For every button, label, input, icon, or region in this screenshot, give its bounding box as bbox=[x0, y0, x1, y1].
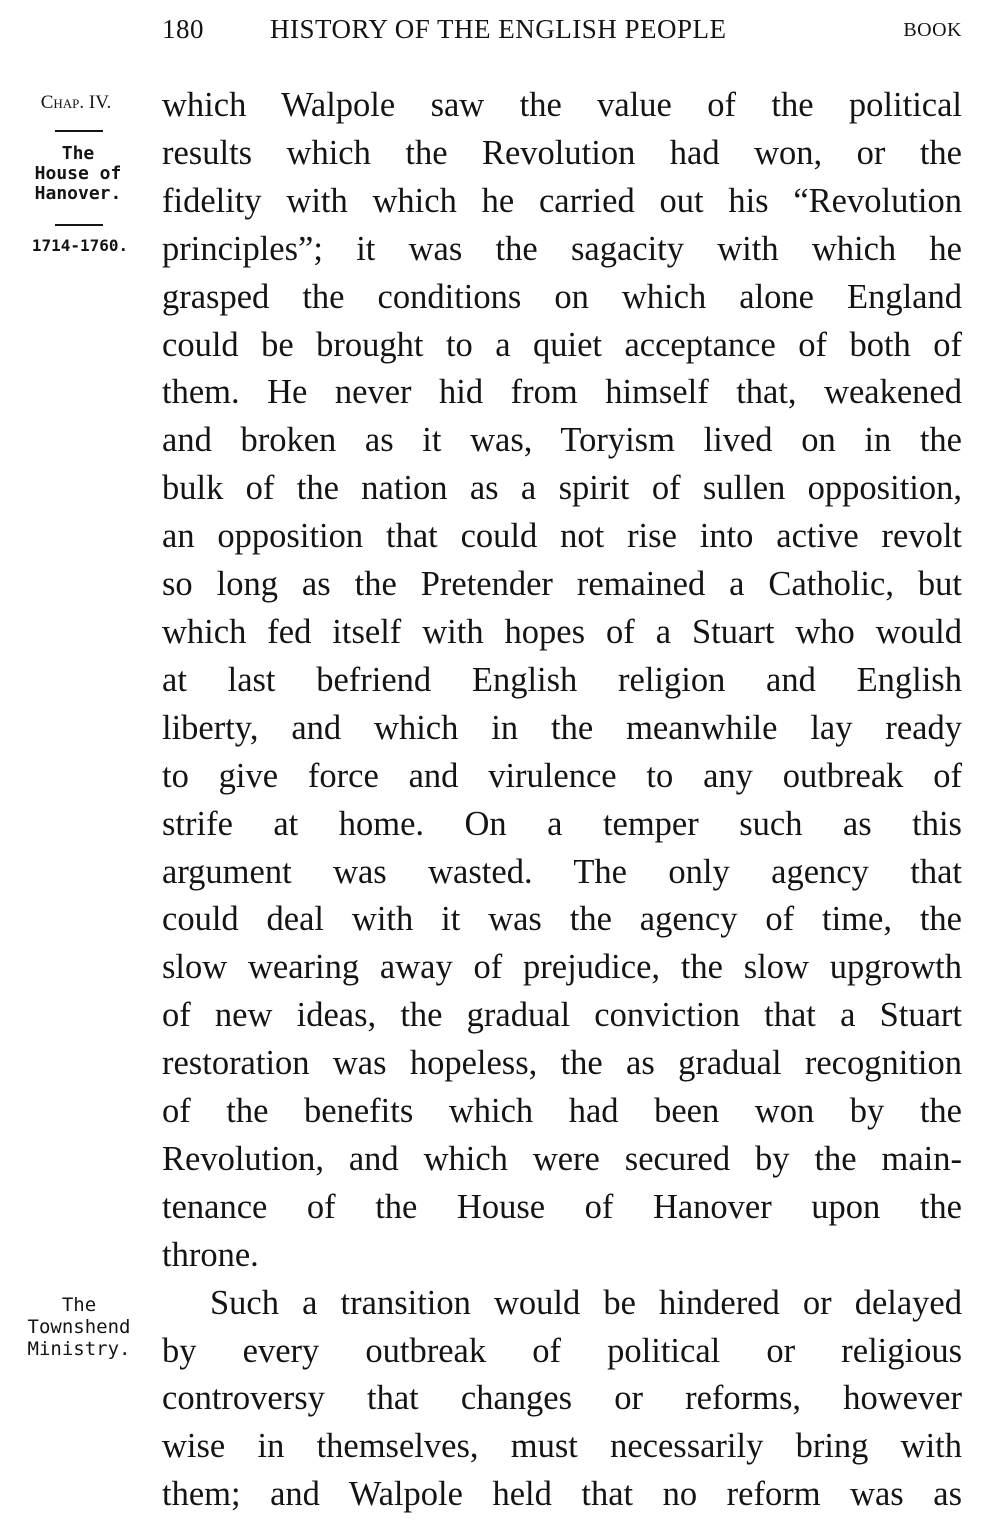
margin-note-line: Ministry. bbox=[27, 1338, 131, 1360]
text-line: wise in themselves, must necessarily bring with bbox=[162, 1427, 962, 1466]
text-line: principles”; it was the sagacity with which he bbox=[162, 229, 962, 268]
text-line: which Walpole saw the value of the political bbox=[162, 86, 962, 124]
margin-note-line: The bbox=[61, 1294, 97, 1316]
text-line: slow wearing away of prejudice, the slow upgrowth bbox=[162, 948, 962, 987]
text-line: an opposition that could not rise into active revolt bbox=[162, 517, 962, 556]
body-text bbox=[162, 82, 962, 1519]
text-line: by every outbreak of political or religious bbox=[162, 1331, 962, 1370]
margin-dates: 1714-1760. bbox=[31, 236, 129, 255]
text-line: controversy that changes or reforms, however bbox=[162, 1379, 962, 1418]
margin-note-line: House of bbox=[34, 163, 122, 184]
text-line: could be brought to a quiet acceptance of both of bbox=[162, 325, 962, 364]
text-line: argument was wasted. The only agency that bbox=[162, 852, 962, 891]
text-line: tenance of the House of Hanover upon the bbox=[162, 1187, 962, 1226]
page-number: 180 bbox=[162, 14, 204, 44]
text-line: to give force and virulence to any outbreak of bbox=[162, 756, 962, 795]
text-line: restoration was hopeless, the as gradual recognition bbox=[162, 1044, 962, 1083]
margin-note-line: Townshend bbox=[27, 1316, 131, 1338]
margin-note-townshend-ministry bbox=[10, 1294, 148, 1360]
book-title: HISTORY OF THE ENGLISH PEOPLE bbox=[270, 14, 727, 44]
margin-note-line: The bbox=[61, 143, 95, 164]
text-line: of the benefits which had been won by the bbox=[162, 1092, 962, 1131]
text-line: of new ideas, the gradual conviction that a Stuart bbox=[162, 996, 962, 1035]
running-head bbox=[162, 14, 962, 54]
text-line: at last befriend English religion and English bbox=[162, 660, 962, 699]
margin-note-house-of-hanover bbox=[16, 144, 140, 204]
text-line: Revolution, and which were secured by the main- bbox=[162, 1139, 962, 1178]
text-line: which fed itself with hopes of a Stuart who would bbox=[162, 612, 962, 651]
margin-rule bbox=[55, 130, 103, 132]
text-line: them; and Walpole held that no reform was as bbox=[162, 1475, 962, 1514]
text-line: fidelity with which he carried out his “Revolution bbox=[162, 181, 962, 220]
text-line: results which the Revolution had won, or the bbox=[162, 133, 962, 172]
margin-note-line: Hanover. bbox=[34, 183, 122, 204]
text-line: so long as the Pretender remained a Catholic, but bbox=[162, 565, 962, 604]
text-line: strife at home. On a temper such as this bbox=[162, 804, 962, 843]
margin-rule bbox=[55, 224, 103, 226]
book-label: BOOK bbox=[903, 19, 962, 41]
text-line: and broken as it was, Toryism lived on in the bbox=[162, 421, 962, 460]
text-line: grasped the conditions on which alone England bbox=[162, 277, 962, 316]
chapter-label: Chap. IV. bbox=[40, 92, 112, 113]
text-line: throne. bbox=[162, 1235, 259, 1274]
text-line: Such a transition would be hindered or delayed bbox=[210, 1283, 962, 1322]
text-line: them. He never hid from himself that, weakened bbox=[162, 373, 962, 412]
text-line: could deal with it was the agency of time, the bbox=[162, 900, 962, 939]
text-line: liberty, and which in the meanwhile lay ready bbox=[162, 708, 962, 747]
text-line: bulk of the nation as a spirit of sullen opposition, bbox=[162, 469, 962, 508]
